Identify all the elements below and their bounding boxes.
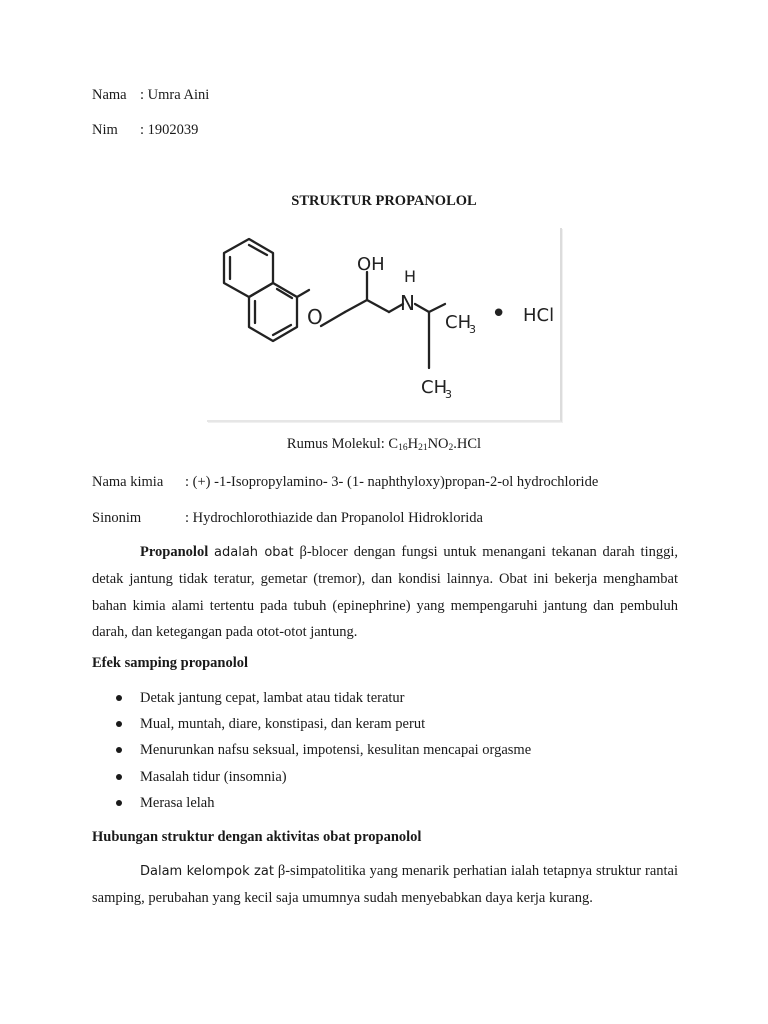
bullet-icon — [116, 695, 122, 701]
bullet-icon — [116, 747, 122, 753]
structure-svg — [207, 228, 560, 420]
bond-ring-o — [297, 290, 309, 297]
list-item-text: Merasa lelah — [140, 794, 215, 811]
nitrogen-label: N — [400, 291, 415, 315]
document-title: STRUKTUR PROPANOLOL — [291, 193, 477, 209]
methyl-bottom-subscript: 3 — [445, 388, 452, 401]
relation-text: -simpatolitika yang menarik perhatian ialah tetapnya struktur rantai samping, perubahan yang kecil saja umumnya sudah menyebabkan daya kerja kurang. — [92, 863, 678, 907]
student-name-line — [92, 87, 209, 104]
chemical-name-value: : (+) -1-Isopropylamino- 3- (1- naphthyloxy)propan-2-ol hydrochloride — [185, 474, 599, 490]
nim-value: : 1902039 — [140, 122, 199, 138]
oxygen-label: O — [307, 305, 323, 329]
formula-prefix: Rumus Molekul: C — [286, 436, 399, 452]
hcl-label: HCl — [523, 305, 555, 326]
formula-c-subscript: 16 — [398, 443, 408, 453]
name-label: Nama — [92, 87, 127, 103]
formula-h-subscript: 21 — [418, 443, 428, 453]
intro-beta: β — [299, 544, 307, 560]
list-item-text: Mual, muntah, diare, konstipasi, dan keram perut — [140, 716, 426, 733]
list-item-text: Detak jantung cepat, lambat atau tidak teratur — [140, 690, 405, 706]
propanolol-structure-figure — [207, 228, 562, 422]
side-effects-heading: Efek samping propanolol — [92, 655, 249, 671]
formula-suffix: .HCl — [453, 436, 482, 452]
relation-beta: β — [277, 863, 286, 879]
relation-sans-words: Dalam kelompok zat — [140, 864, 274, 879]
molecular-formula — [0, 436, 768, 453]
naphthalene-ring-lower — [249, 283, 297, 341]
methyl-top-subscript: 3 — [469, 323, 476, 336]
amine-hydrogen-label: H — [404, 267, 417, 286]
methyl-top-label: CH — [445, 312, 472, 333]
nim-label: Nim — [92, 122, 118, 138]
salt-dot: • — [491, 299, 507, 329]
relation-paragraph — [92, 858, 678, 912]
hydroxyl-label: OH — [357, 254, 385, 275]
name-value: : Umra Aini — [140, 87, 210, 103]
bullet-icon — [116, 721, 122, 727]
methyl-bottom-label: CH — [421, 377, 448, 398]
chemical-name-label: Nama kimia — [92, 474, 164, 490]
bullet-icon — [116, 800, 122, 806]
formula-no: NO — [427, 436, 449, 452]
side-effects-list — [92, 685, 531, 816]
list-item — [92, 790, 531, 816]
formula-o-subscript: 2 — [448, 443, 454, 453]
formula-h: H — [407, 436, 419, 452]
intro-paragraph — [92, 539, 678, 645]
bond-o-ch2 — [321, 312, 345, 326]
synonym-value: : Hydrochlorothiazide dan Propanolol Hidroklorida — [185, 510, 483, 526]
intro-bold-term: Propanolol — [140, 544, 209, 560]
list-item — [92, 711, 531, 737]
list-item — [92, 764, 531, 790]
list-item — [92, 737, 531, 763]
intro-sans-words: adalah obat — [214, 545, 294, 560]
relation-heading: Hubungan struktur dengan aktivitas obat propanolol — [92, 829, 422, 845]
chemical-name-line — [92, 474, 598, 491]
list-item — [92, 685, 531, 711]
intro-text: -blocer dengan fungsi untuk menangani tekanan darah tinggi, detak jantung tidak teratur, gemetar (tremor), dan kondisi lainnya. Obat ini bekerja menghambat bahan kimia alami tertentu pada tubuh (epinephrine) yang mempengaruhi jantung dan pembuluh darah, dan ketegangan pada otot-otot jantung. — [92, 544, 679, 640]
list-item-text: Menurunkan nafsu seksual, impotensi, kesulitan mencapai orgasme — [140, 742, 532, 759]
student-nim-line — [92, 122, 198, 139]
list-item-text: Masalah tidur (insomnia) — [140, 768, 287, 785]
synonym-label: Sinonim — [92, 510, 142, 526]
bond-n-ch — [415, 304, 429, 312]
synonym-line — [92, 510, 483, 527]
bullet-icon — [116, 774, 122, 780]
